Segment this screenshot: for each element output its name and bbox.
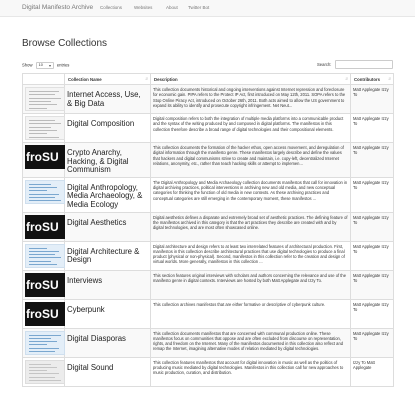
collection-description: This collection archives manifestos that are either formative or descriptive of cyberpunk culture.	[153, 301, 326, 307]
thumbnail-line	[29, 373, 59, 374]
collections-table	[22, 73, 394, 387]
collection-name-cell	[65, 328, 151, 357]
description-cell	[151, 299, 351, 328]
collection-thumbnail[interactable]	[25, 116, 65, 140]
thumbnail-line	[29, 200, 61, 201]
collection-name-link[interactable]: Digital Aesthetics	[67, 217, 127, 227]
description-cell	[151, 212, 351, 241]
thumbnail-cell	[23, 212, 65, 241]
thumbnail-cell	[23, 270, 65, 299]
thumbnail-line	[29, 248, 47, 249]
collection-name-link[interactable]: Crypto Anarchy, Hacking, & Digital Communism	[67, 148, 129, 175]
thumbnail-line	[29, 257, 61, 258]
collection-description: The Digital Anthropology and Media Archaeology collection documents manifestos that call for innovation in digital archiving practices, political interventions in archiving new and old media, and new conceptual categories for thinking the function of old media in new contexts. As these archiving practices and conceptual categories are still emerging in the contemporary moment, these manifestos ...	[153, 179, 348, 201]
collection-name-link[interactable]: Digital Architecture & Design	[67, 246, 140, 265]
description-cell	[151, 270, 351, 299]
collection-name-link[interactable]: Internet Access, Use, & Big Data	[67, 90, 141, 108]
collection-thumbnail[interactable]	[25, 87, 65, 111]
thumbnail-line	[29, 190, 47, 191]
collection-thumbnail[interactable]	[25, 360, 65, 384]
contributors-cell	[351, 357, 394, 386]
collection-name-cell	[65, 270, 151, 299]
entries-select[interactable]	[36, 62, 54, 69]
thumbnail-text: froSU	[26, 150, 59, 164]
contributors-cell	[351, 85, 394, 114]
collection-name-link[interactable]: Digital Composition	[67, 119, 135, 128]
chevron-down-icon	[49, 65, 51, 67]
thumbnail-line	[29, 133, 47, 134]
thumbnail-text: froSU	[26, 306, 59, 321]
thumbnail-line	[29, 364, 51, 365]
thumbnail-cell	[23, 328, 65, 357]
search-label: Search:	[317, 62, 332, 67]
entries-value: 10	[38, 63, 43, 67]
thumbnail-cell	[23, 114, 65, 143]
collection-thumbnail[interactable]	[25, 180, 65, 204]
collection-contributors: Matt Applegate Izzy To	[353, 272, 389, 283]
table-row[interactable]	[23, 177, 394, 212]
collection-name-cell	[65, 299, 151, 328]
collection-name-cell	[65, 357, 151, 386]
nav-link-about[interactable]: About	[166, 5, 178, 10]
thumbnail-line	[29, 101, 51, 102]
collection-name-cell	[65, 241, 151, 270]
thumbnail-line	[29, 380, 61, 381]
header-contributors[interactable]: Contributors ⇵	[351, 74, 394, 85]
collection-name-link[interactable]: Digital Anthropology, Media Archaeology, & Media Ecology	[67, 182, 143, 209]
site-brand[interactable]: Digital Manifesto Archive	[22, 4, 94, 11]
show-entries-control	[22, 62, 69, 69]
collection-thumbnail[interactable]	[25, 145, 65, 169]
collection-thumbnail[interactable]	[25, 244, 65, 268]
show-label: Show	[22, 62, 33, 68]
collection-contributors: Matt Applegate Izzy To	[353, 301, 389, 312]
collection-name-link[interactable]: Digital Diasporas	[67, 333, 126, 343]
collection-thumbnail[interactable]	[25, 331, 65, 355]
contributors-cell	[351, 328, 394, 357]
table-row[interactable]	[23, 241, 394, 270]
search-input[interactable]	[335, 60, 393, 69]
thumbnail-line	[29, 264, 57, 265]
thumbnail-line	[29, 120, 55, 121]
thumbnail-line	[29, 341, 57, 342]
collection-contributors: Matt Applegate Izzy To	[353, 243, 389, 254]
collection-description: Digital composition refers to both the integration of multiple media platforms into a communicable product and the syntax of the writing produced by and composed in digital platforms. The manifestos in this collection therefore describe a broad range of digital technologies and their compositional elements.	[153, 116, 344, 132]
table-row[interactable]	[23, 212, 394, 241]
thumbnail-line	[29, 348, 59, 349]
thumbnail-text: froSU	[26, 219, 59, 234]
collection-name-link[interactable]: Interviews	[67, 275, 103, 285]
sort-icon: ⇵	[145, 77, 148, 81]
nav-link-websites[interactable]: Websites	[134, 5, 153, 10]
thumbnail-line	[29, 184, 51, 185]
thumbnail-line	[29, 338, 51, 339]
page-title: Browse Collections	[22, 38, 108, 49]
thumbnail-line	[29, 91, 59, 92]
collection-name-cell	[65, 114, 151, 143]
collection-description: This section features original interviews with scholars and authors concerning the relevance and use of the manifesto genre in digital contexts. Interviews are hosted by both Matt Applegate and Izzy To.	[153, 272, 346, 283]
contributors-cell	[351, 114, 394, 143]
description-cell	[151, 114, 351, 143]
table-row[interactable]	[23, 143, 394, 178]
collection-contributors: Matt Applegate Izzy To	[353, 145, 389, 156]
table-row[interactable]	[23, 85, 394, 114]
collection-description: This collection documents historical and ongoing interventions against Internet repression and foreclosure for economic gain. PIPA refers to the Protect IP Act, first introduced on May 12th, 2011. SOPA refers to the Stop Online Piracy Act, introduced on October 26th, 2011. Both acts aimed to allow the US government to expand its ability to identify and prosecute copyright infringement. Net Neut...	[153, 87, 346, 108]
collection-contributors: Matt Applegate Izzy To	[353, 179, 389, 191]
thumbnail-line	[29, 335, 61, 336]
collection-contributors: Matt Applegate Izzy To	[353, 214, 389, 225]
collection-name-cell	[65, 177, 151, 212]
contributors-cell	[351, 270, 394, 299]
thumbnail-line	[29, 104, 57, 105]
thumbnail-cell	[23, 299, 65, 328]
description-cell	[151, 357, 351, 386]
thumbnail-line	[29, 98, 61, 99]
thumbnail-line	[29, 261, 51, 262]
thumbnail-line	[29, 130, 57, 131]
thumbnail-line	[29, 94, 55, 95]
thumbnail-line	[29, 194, 59, 195]
table-row[interactable]	[23, 357, 394, 386]
collection-description: This collection documents manifestos that are concerned with communal production online. These manifestos focus on communities that oppose and are often excluded from discourse on representation, rights, and freedom on the Internet. Many of the manifestos documented in this collection also reflect and remap the Internet, imagining alternative modes of relation mediated by digital technologies.	[153, 330, 344, 352]
thumbnail-cell	[23, 143, 65, 178]
table-row[interactable]	[23, 328, 394, 357]
collection-name-link[interactable]: Digital Sound	[67, 362, 114, 372]
collection-name-cell	[65, 212, 151, 241]
contributors-cell	[351, 177, 394, 212]
thumbnail-line	[29, 344, 47, 345]
top-navbar	[0, 0, 415, 17]
description-cell	[151, 143, 351, 178]
collection-contributors: Matt Applegate Izzy To	[353, 330, 389, 341]
entries-label: entries	[56, 62, 70, 68]
sort-icon: ⇵	[345, 77, 348, 81]
thumbnail-line	[29, 187, 57, 188]
thumbnail-line	[29, 370, 47, 371]
collection-contributors: Izzy To Matt Applegate	[353, 359, 375, 370]
thumbnail-line	[29, 351, 55, 352]
description-cell	[151, 328, 351, 357]
nav-link-twitter-bot[interactable]: Twitter Bot	[188, 5, 210, 10]
thumbnail-line	[29, 377, 55, 378]
thumbnail-text: froSU	[26, 277, 59, 292]
collection-description: Digital aesthetics defines a disparate and extremely broad set of aesthetic practices. The defining feature of the manifestos archived in this category is that the art practices they describe are created with and by digital technologies, and are most often showcased online.	[153, 214, 348, 231]
thumbnail-line	[29, 197, 55, 198]
thumbnail-line	[29, 127, 51, 128]
collection-contributors: Matt Applegate Izzy To	[353, 87, 389, 98]
collection-thumbnail[interactable]	[25, 302, 65, 326]
contributors-cell	[351, 299, 394, 328]
collection-thumbnail[interactable]	[25, 215, 65, 239]
nav-link-collections[interactable]: Collections	[100, 5, 123, 10]
header-description[interactable]: Description ⇵	[151, 74, 351, 85]
collection-description: Digital architecture and design refers to at least two interrelated features of architectural production. First, manifestos in this collection describe architectural practices that use digital technologies to produce a final product (physical or non-physical). Second, manifestos in this collection refer to the creation and design of virtual worlds. More generally, manifestos in this collection ...	[153, 243, 345, 265]
thumbnail-line	[29, 254, 55, 255]
table-row[interactable]	[23, 299, 394, 328]
thumbnail-cell	[23, 241, 65, 270]
thumbnail-line	[29, 251, 59, 252]
sort-icon: ⇵	[388, 77, 391, 81]
thumbnail-cell	[23, 85, 65, 114]
table-row[interactable]	[23, 270, 394, 299]
thumbnail-line	[29, 137, 59, 138]
contributors-cell	[351, 143, 394, 178]
contributors-cell	[351, 212, 394, 241]
thumbnail-cell	[23, 177, 65, 212]
collection-thumbnail[interactable]	[25, 273, 65, 297]
collection-name-link[interactable]: Cyberpunk	[67, 304, 105, 314]
description-cell	[151, 241, 351, 270]
contributors-cell	[351, 241, 394, 270]
thumbnail-line	[29, 108, 47, 109]
collection-description: This collection features manifestos that account for digital innovation in music as well as the politics of producing music mediated by digital technologies. Manifestos in this collection call for new approaches to music production, curation, and distribution.	[153, 359, 344, 376]
thumbnail-cell	[23, 357, 65, 386]
thumbnail-line	[29, 367, 57, 368]
table-row[interactable]	[23, 114, 394, 143]
header-collection-name[interactable]: Collection Name ⇵	[65, 74, 151, 85]
collection-contributors: Matt Applegate Izzy To	[353, 116, 389, 127]
description-cell	[151, 177, 351, 212]
description-cell	[151, 85, 351, 114]
collection-name-cell	[65, 143, 151, 178]
collection-description: This collection documents the formation of the hacker ethos, open access movement, and deregulation of digital information through the manifesto genre. These manifestos largely describe and define the values that hackers and digital communisms strive to create and maintain, i.e. copy-left, decentralized Internet relations, anonymity, etc., rather than teach hacking skills or attempt to implemen...	[153, 145, 344, 166]
collection-name-cell	[65, 85, 151, 114]
table-header-row	[23, 74, 394, 85]
header-thumbnail[interactable]	[23, 74, 65, 85]
thumbnail-line	[29, 123, 61, 124]
